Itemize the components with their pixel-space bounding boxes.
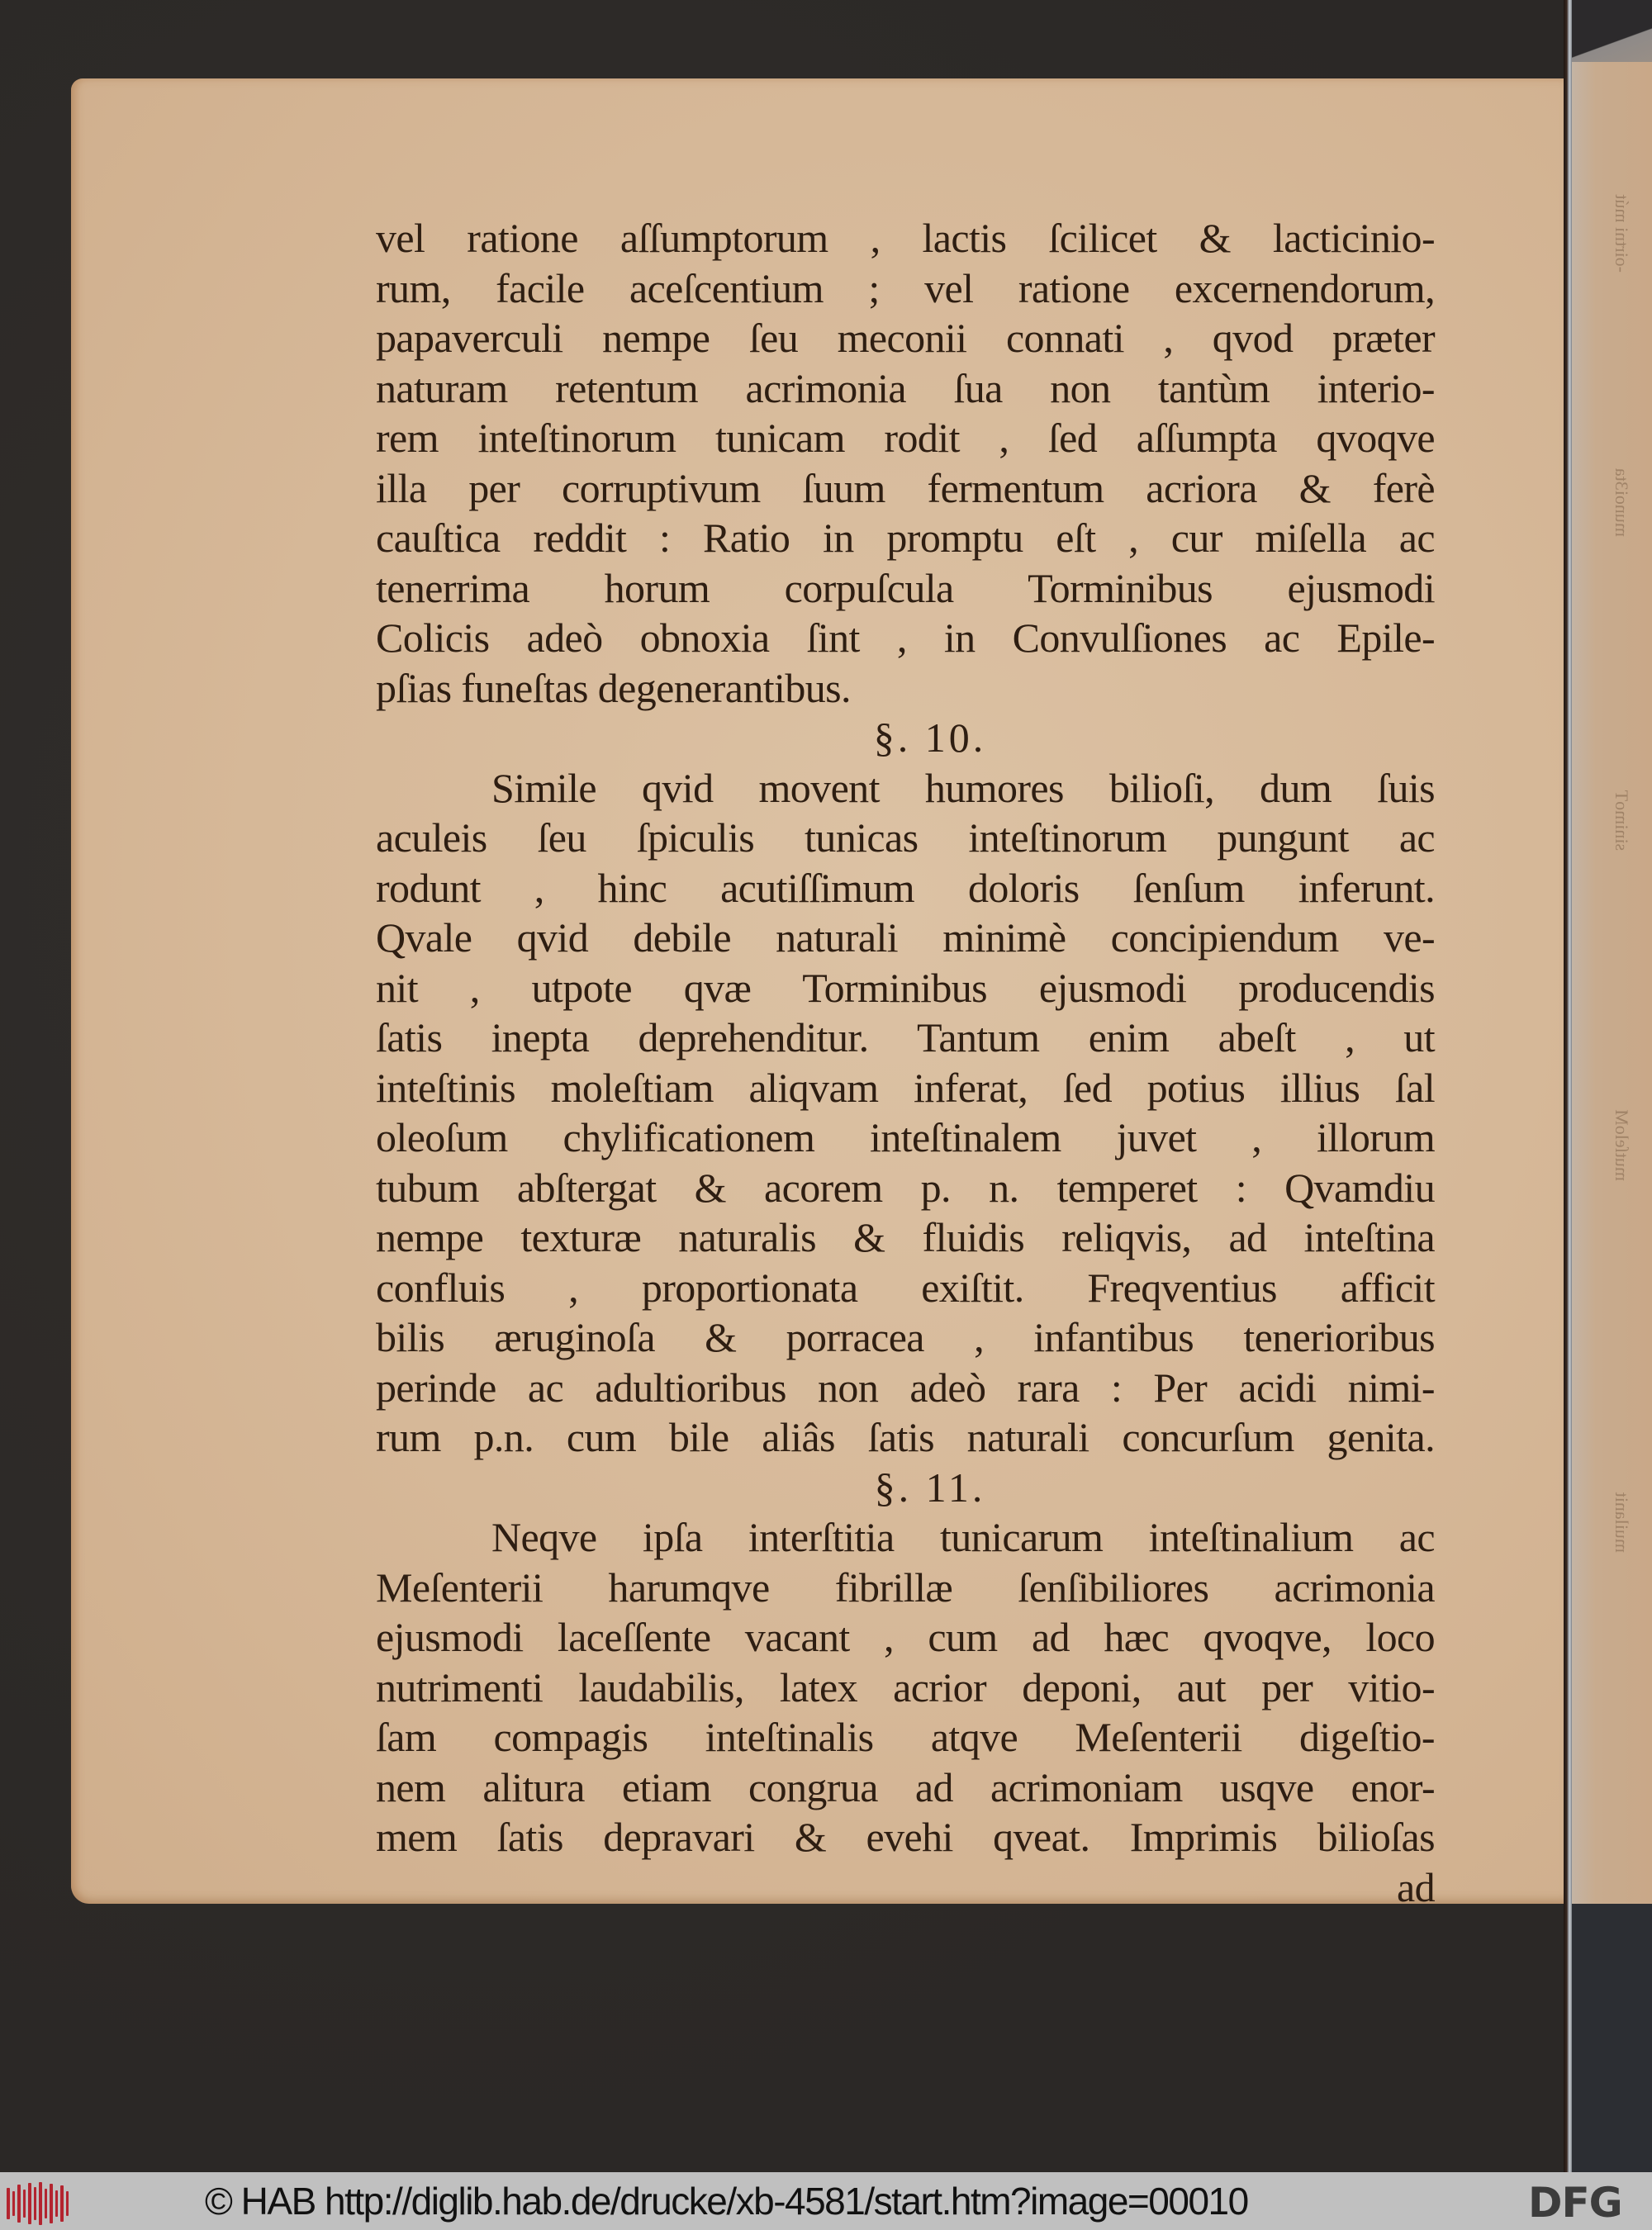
text-line: nit , utpote qvæ Torminibus ejusmodi producendis [376, 964, 1435, 1011]
text-line: confluis , proportionata exiſtit. Freqventius afficit [376, 1264, 1435, 1311]
text-line: perinde ac adultioribus non adeò rara : Per acidi nimi- [376, 1364, 1435, 1411]
text-line: vel ratione aſſumptorum , lactis ſcilicet & lacticinio- [376, 215, 1435, 261]
text-line: Qvale qvid debile naturali minimè concipiendum ve- [376, 914, 1435, 961]
text-line: aculeis ſeu ſpiculis tunicas inteſtinorum pungunt ac [376, 814, 1435, 861]
bleed-through-text: -oirtni mút [1612, 194, 1632, 273]
text-line: ſatis inepta deprehenditur. Tantum enim abeſt , ut [376, 1014, 1435, 1060]
text-line: ſam compagis inteſtinalis atqve Meſenterii digeſtio- [376, 1714, 1435, 1760]
text-line: rem inteſtinorum tunicam rodit , ſed aſſumpta qvoqve [376, 415, 1435, 461]
dfg-logo-icon: DFG [1528, 2179, 1622, 2227]
next-page-top-shadow [1572, 0, 1652, 66]
text-line: nutrimenti laudabilis, latex acrior deponi, aut per vitio- [376, 1663, 1435, 1710]
bleed-through-text: muilanit [1612, 1492, 1632, 1553]
text-line: rum p.n. cum bile aliâs ſatis naturali concurſum genita. [376, 1414, 1435, 1460]
bleed-through-text: sinimoT [1612, 790, 1632, 851]
text-line: mem ſatis depravari & evehi qveat. Imprimis bilioſas [376, 1814, 1435, 1860]
next-page-bottom-shadow [1572, 1904, 1652, 2172]
text-line: rum, facile aceſcentium ; vel ratione excernendorum, [376, 264, 1435, 311]
text-line: bilis æruginoſa & porracea , infantibus tenerioribus [376, 1314, 1435, 1360]
section-heading: §. 10. [873, 714, 987, 761]
text-line: rodunt , hinc acutiſſimum doloris ſenſum inferunt. [376, 864, 1435, 911]
footer-bar [0, 2172, 1652, 2230]
bleed-through-text: mutſeloM [1612, 1109, 1632, 1181]
text-line: oleoſum chylificationem inteſtinalem juvet , illorum [376, 1114, 1435, 1160]
book-gutter-seam [1564, 0, 1572, 2172]
text-line: illa per corruptivum ſuum fermentum acriora & ferè [376, 464, 1435, 511]
text-line: Neqve ipſa interſtitia tunicarum inteſtinalium ac [491, 1514, 1435, 1560]
text-line: tubum abſtergat & acorem p. n. temperet : Qvamdiu [376, 1164, 1435, 1211]
text-line: nempe texturæ naturalis & fluidis reliqvis, ad inteſtina [376, 1214, 1435, 1260]
text-line: Simile qvid movent humores bilioſi, dum ſuis [491, 764, 1435, 811]
page-text [376, 213, 1435, 1912]
text-line: Colicis adeò obnoxia ſint , in Convulſiones ac Epile- [376, 614, 1435, 661]
section-heading: §. 11. [874, 1464, 986, 1511]
text-line: papaverculi nempe ſeu meconii connati , qvod præter [376, 315, 1435, 361]
bleed-through-text: munoi3ta [1612, 467, 1632, 537]
text-line: tenerrima horum corpuſcula Torminibus ejusmodi [376, 564, 1435, 611]
text-line: inteſtinis moleſtiam aliqvam inferat, ſed potius illius ſal [376, 1064, 1435, 1111]
catchword: ad [1397, 1863, 1435, 1910]
hab-logo-icon[interactable] [7, 2180, 69, 2226]
text-line: pſias funeſtas degenerantibus. [376, 664, 851, 711]
text-line: cauſtica reddit : Ratio in promptu eſt , cur miſella ac [376, 515, 1435, 561]
next-page-edge [1572, 62, 1652, 1904]
text-line: nem alitura etiam congrua ad acrimoniam usqve enor- [376, 1763, 1435, 1810]
text-line: ejusmodi laceſſente vacant , cum ad hæc qvoqve, loco [376, 1614, 1435, 1660]
text-line: naturam retentum acrimonia ſua non tantùm interio- [376, 364, 1435, 411]
copyright-url-link[interactable]: © HAB http://diglib.hab.de/drucke/xb-4581/start.htm?image=00010 [205, 2180, 1248, 2223]
text-line: Meſenterii harumqve fibrillæ ſenſibiliores acrimonia [376, 1563, 1435, 1611]
